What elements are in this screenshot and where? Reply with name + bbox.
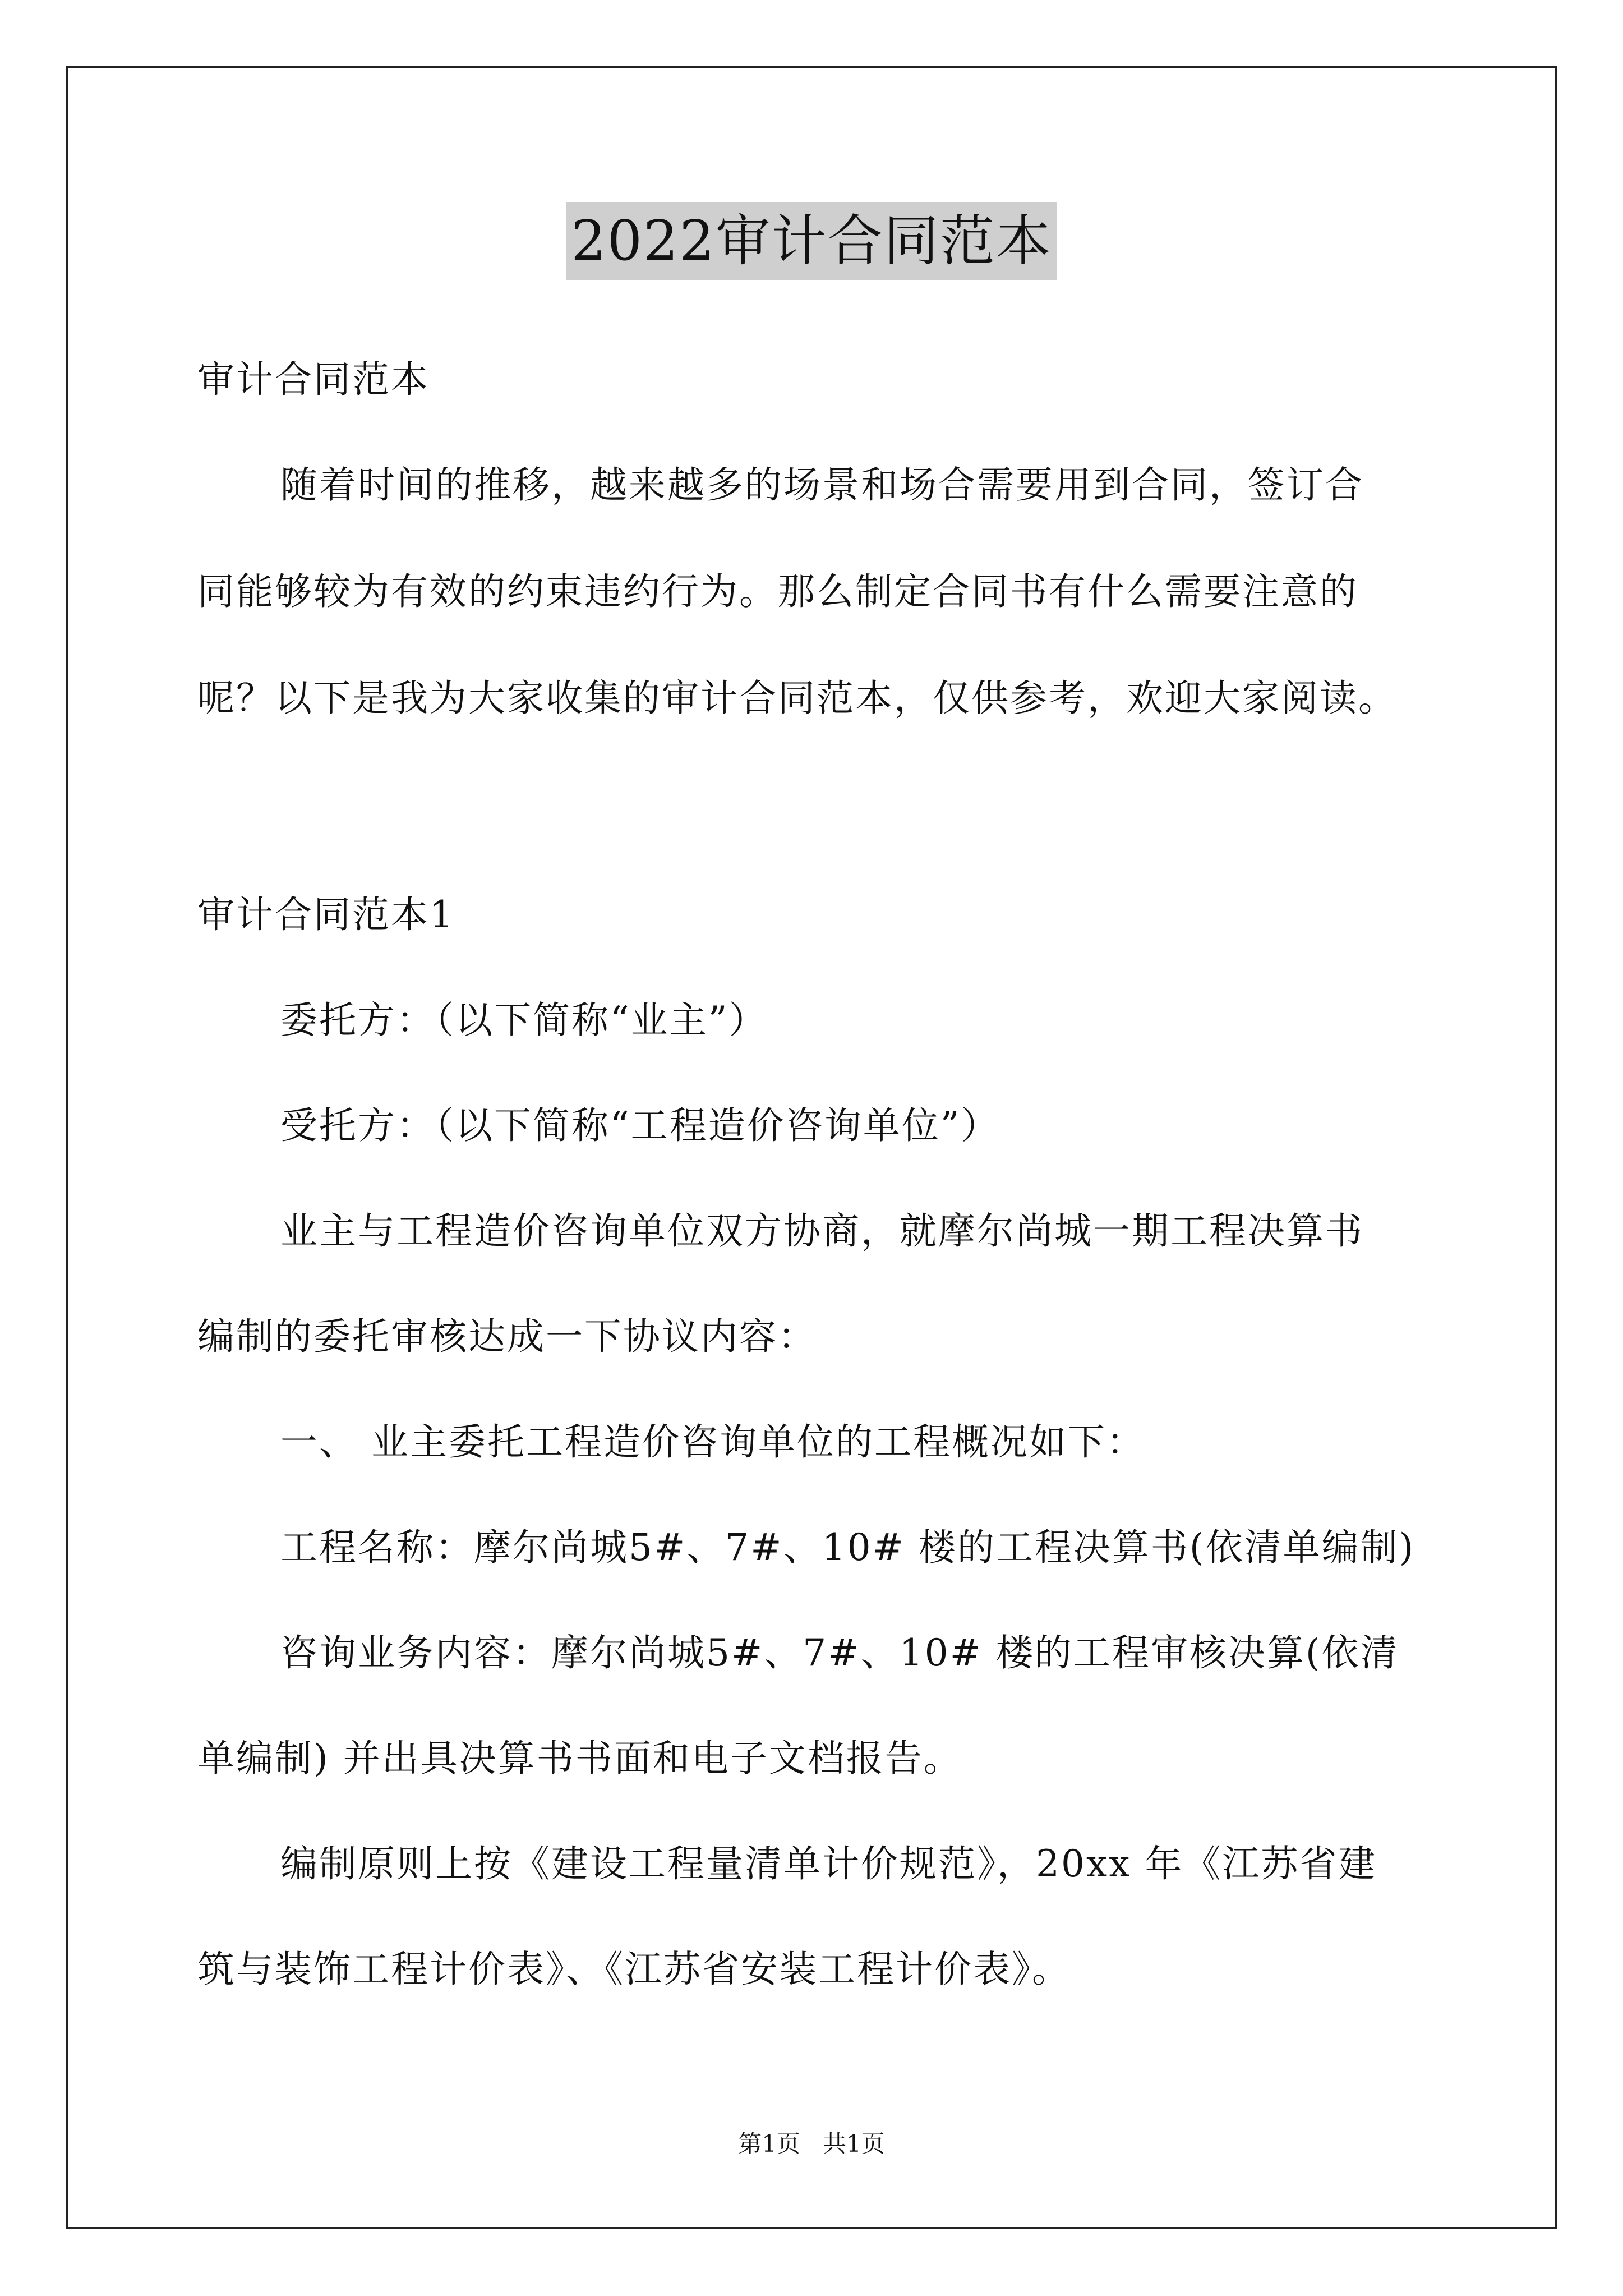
- body-line-9: 编制原则上按《建设工程量清单计价规范》，20xx 年《江苏省建: [280, 1842, 1377, 1885]
- body-line-4: 编制的委托审核达成一下协议内容：: [197, 1315, 817, 1358]
- title-container: [0, 202, 1623, 280]
- body-line-10: 筑与装饰工程计价表》、《江苏省安装工程计价表》。: [197, 1948, 1071, 1991]
- page-number: 第1页: [738, 2130, 800, 2157]
- body-line-client: 委托方：（以下简称“业主”）: [280, 999, 768, 1042]
- page-footer: [0, 2127, 1623, 2161]
- body-line-scope: 咨询业务内容：摩尔尚城5#、7#、10# 楼的工程审核决算(依清: [280, 1631, 1399, 1674]
- page-total: 共1页: [823, 2130, 885, 2157]
- body-line-contractor: 受托方：（以下简称“工程造价咨询单位”）: [280, 1104, 1000, 1147]
- body-line-5: 一、 业主委托工程造价咨询单位的工程概况如下：: [280, 1420, 1145, 1464]
- intro-line-3: 呢？以下是我为大家收集的审计合同范本，仅供参考，欢迎大家阅读。: [197, 677, 1397, 720]
- document-subtitle: 审计合同范本: [197, 358, 430, 401]
- body-line-3: 业主与工程造价咨询单位双方协商，就摩尔尚城一期工程决算书: [280, 1209, 1364, 1253]
- intro-line-2: 同能够较为有效的约束违约行为。那么制定合同书有什么需要注意的: [197, 570, 1358, 613]
- body-line-8: 单编制) 并出具决算书书面和电子文档报告。: [197, 1737, 962, 1780]
- document-title: 2022审计合同范本: [566, 202, 1056, 280]
- intro-line-1: 随着时间的推移，越来越多的场景和场合需要用到合同，签订合: [280, 463, 1364, 507]
- section-heading: 审计合同范本1: [197, 893, 455, 936]
- body-line-project-name: 工程名称：摩尔尚城5#、7#、10# 楼的工程决算书(依清单编制): [280, 1526, 1415, 1569]
